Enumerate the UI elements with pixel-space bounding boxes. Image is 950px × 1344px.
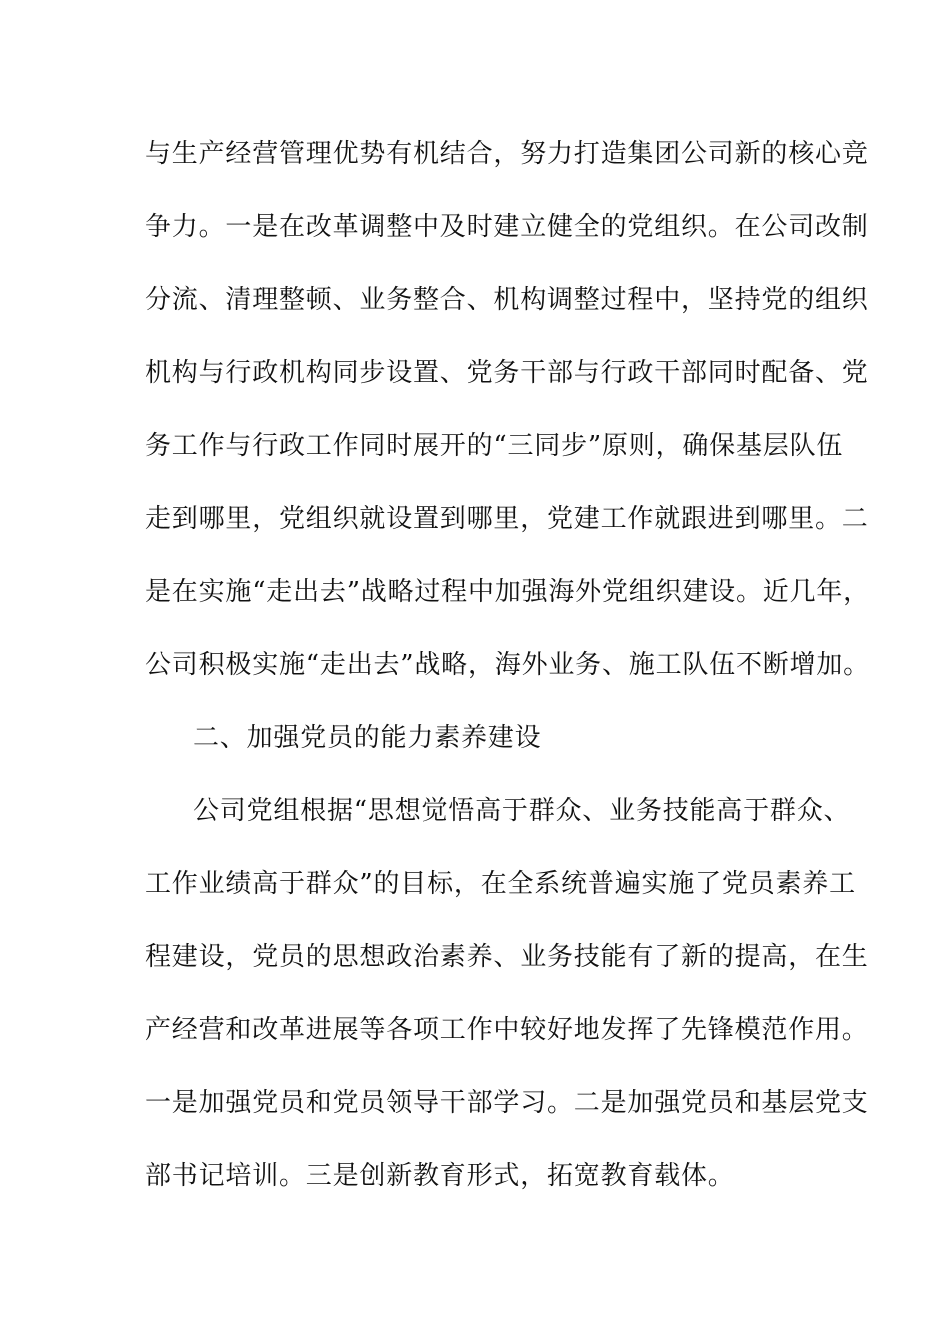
paragraph-line: 是在实施“走出去”战略过程中加强海外党组织建设。近几年， xyxy=(145,577,870,607)
paragraph-line: 机构与行政机构同步设置、党务干部与行政干部同时配备、党 xyxy=(145,358,869,388)
paragraph-line: 产经营和改革进展等各项工作中较好地发挥了先锋模范作用。 xyxy=(145,1015,869,1045)
paragraph-line: 部书记培训。三是创新教育形式，拓宽教育载体。 xyxy=(145,1161,735,1191)
paragraph-line: 争力。一是在改革调整中及时建立健全的党组织。在公司改制 xyxy=(145,212,869,242)
paragraph-line: 务工作与行政工作同时展开的“三同步”原则，确保基层队伍 xyxy=(145,431,844,461)
paragraph-line: 程建设，党员的思想政治素养、业务技能有了新的提高，在生 xyxy=(145,942,869,972)
paragraph-line: 走到哪里，党组织就设置到哪里，党建工作就跟进到哪里。二 xyxy=(145,504,869,534)
section-heading: 二、加强党员的能力素养建设 xyxy=(193,723,542,753)
paragraph-line: 公司党组根据“思想觉悟高于群众、业务技能高于群众、 xyxy=(193,796,851,826)
paragraph-line: 分流、清理整顿、业务整合、机构调整过程中，坚持党的组织 xyxy=(145,285,869,315)
paragraph-line: 与生产经营管理优势有机结合，努力打造集团公司新的核心竞 xyxy=(145,139,869,169)
paragraph-line: 工作业绩高于群众”的目标，在全系统普遍实施了党员素养工 xyxy=(145,869,856,899)
paragraph-line: 一是加强党员和党员领导干部学习。二是加强党员和基层党支 xyxy=(145,1088,869,1118)
paragraph-line: 公司积极实施“走出去”战略，海外业务、施工队伍不断增加。 xyxy=(145,650,870,680)
